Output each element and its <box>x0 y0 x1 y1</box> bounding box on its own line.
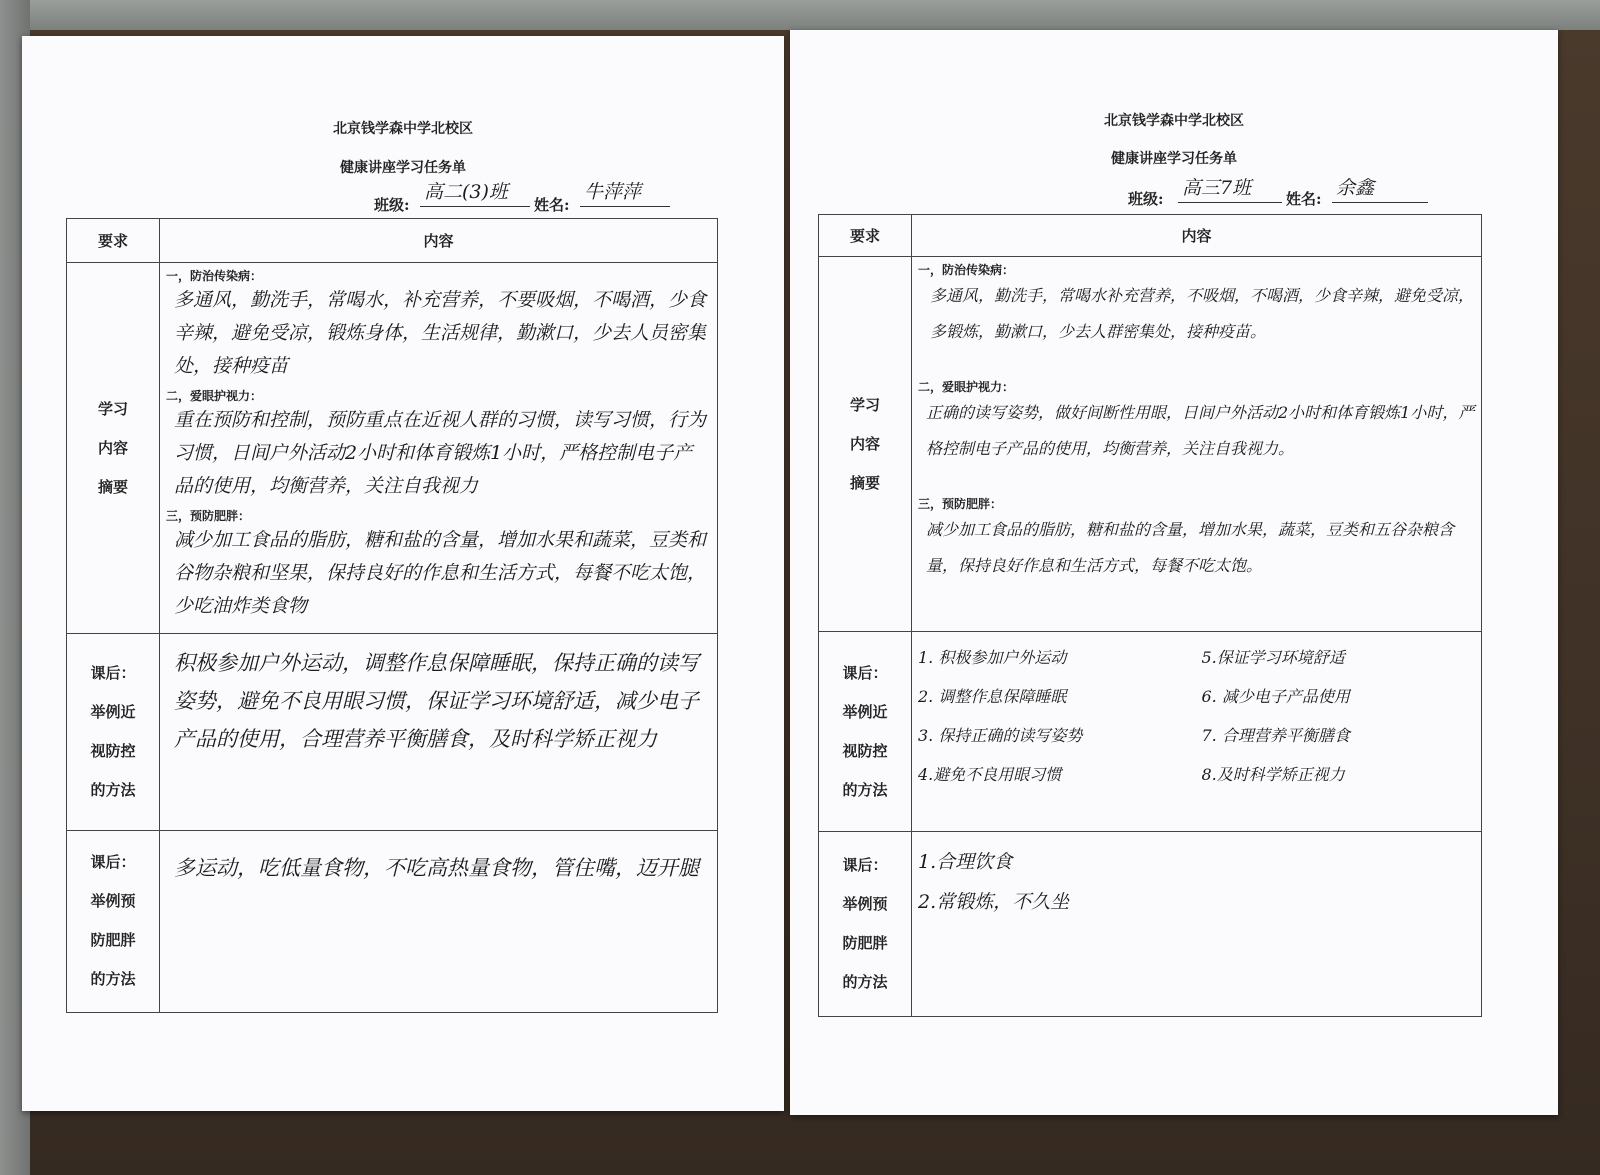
list-item: 4.避免不良用眼习惯 <box>918 765 1062 784</box>
class-field <box>420 182 530 207</box>
obesity-line: 1.合理饮食 <box>918 851 1013 873</box>
section-obesity-text: 减少加工食品的脂肪，糖和盐的含量，增加水果，蔬菜，豆类和五谷杂粮含量，保持良好作息和生活方式，每餐不吃太饱。 <box>926 520 1455 575</box>
section-eyes-text: 重在预防和控制，预防重点在近视人群的习惯，读写习惯，行为习惯，日间户外活动2小时和体育锻炼1小时，严格控制电子产品的使用，均衡营养，关注自我视力 <box>174 409 707 498</box>
header-content: 内容 <box>912 215 1482 257</box>
school-name: 北京钱学森中学北校区 <box>333 121 473 137</box>
myopia-text: 积极参加户外运动，调整作息保障睡眠，保持正确的读写姿势，避免不良用眼习惯，保证学习环境舒适，减少电子产品的使用，合理营养平衡膳食，及时科学矫正视力 <box>174 651 699 752</box>
list-item: 3. 保持正确的读写姿势 <box>918 726 1083 745</box>
obesity-text: 多运动，吃低量食物，不吃高热量食物，管住嘴，迈开腿 <box>174 855 699 880</box>
req-line: 视防控 <box>90 741 136 760</box>
section-infectious-head: 一，防治传染病： <box>918 263 1015 277</box>
req-line: 摘要 <box>97 477 128 496</box>
req-line: 防肥胖 <box>90 931 136 950</box>
section-eyes-text: 正确的读写姿势，做好间断性用眼，日间户外活动2小时和体育锻炼1小时，严格控制电子产品的使用，均衡营养，关注自我视力。 <box>926 403 1475 458</box>
section-infectious-head: 一，防治传染病： <box>166 269 263 284</box>
list-item: 5.保证学习环境舒适 <box>1201 648 1345 667</box>
req-line: 课后： <box>90 853 136 872</box>
row-obesity-label <box>67 830 160 1012</box>
list-item: 1. 积极参加户外运动 <box>918 648 1067 667</box>
wall-background <box>0 0 1600 30</box>
header-requirement: 要求 <box>819 215 912 257</box>
class-label: 班级: <box>1128 190 1164 208</box>
study-summary-content <box>160 263 718 634</box>
school-name: 北京钱学森中学北校区 <box>1104 113 1244 129</box>
req-line: 的方法 <box>842 973 888 991</box>
name-value: 余鑫 <box>1336 177 1375 199</box>
sheet-title: 健康讲座学习任务单 <box>340 160 466 176</box>
section-infectious-text: 多通风，勤洗手，常喝水补充营养，不吸烟，不喝酒，少食辛辣，避免受凉，多锻炼，勤漱口，少去人群密集处，接种疫苗。 <box>930 286 1475 341</box>
name-value: 牛萍萍 <box>584 181 642 203</box>
req-line: 学习 <box>849 395 880 414</box>
req-line: 学习 <box>97 399 128 418</box>
req-line: 内容 <box>97 438 128 457</box>
obesity-content <box>160 830 718 1012</box>
name-field <box>580 182 670 207</box>
class-value: 高二(3)班 <box>424 181 508 203</box>
task-table <box>818 214 1482 1017</box>
req-line: 课后： <box>842 663 888 682</box>
req-line: 摘要 <box>849 473 880 492</box>
study-summary-content <box>912 257 1482 632</box>
name-label: 姓名: <box>534 196 570 214</box>
row-study-summary-label <box>819 257 912 632</box>
class-value: 高三7班 <box>1182 177 1252 199</box>
task-table <box>66 218 718 1013</box>
myopia-content <box>160 634 718 830</box>
name-label: 姓名: <box>1286 190 1322 208</box>
list-item: 6. 减少电子产品使用 <box>1201 687 1350 706</box>
header-requirement: 要求 <box>67 219 160 263</box>
row-myopia-label <box>67 634 160 830</box>
obesity-line: 2.常锻炼，不久坐 <box>918 891 1070 913</box>
worksheet-right <box>790 30 1558 1115</box>
req-line: 防肥胖 <box>842 934 888 952</box>
list-item: 8.及时科学矫正视力 <box>1201 765 1345 784</box>
req-line: 举例近 <box>842 702 888 721</box>
req-line: 的方法 <box>90 970 136 989</box>
myopia-content <box>912 632 1482 832</box>
req-line: 举例预 <box>842 895 888 913</box>
section-obesity-text: 减少加工食品的脂肪，糖和盐的含量，增加水果和蔬菜，豆类和谷物杂粮和坚果，保持良好的作息和生活方式，每餐不吃太饱，少吃油炸类食物 <box>174 529 707 618</box>
header-content: 内容 <box>160 219 718 263</box>
list-item: 2. 调整作息保障睡眠 <box>918 687 1067 706</box>
worksheet-left <box>22 36 784 1111</box>
class-field <box>1178 178 1282 203</box>
req-line: 课后： <box>842 856 888 874</box>
myopia-list <box>912 632 1481 794</box>
req-line: 的方法 <box>842 780 888 799</box>
section-eyes-head: 二，爱眼护视力： <box>918 380 1015 394</box>
list-item: 7. 合理营养平衡膳食 <box>1201 726 1350 745</box>
row-myopia-label <box>819 632 912 832</box>
req-line: 举例近 <box>90 702 136 721</box>
req-line: 视防控 <box>842 741 888 760</box>
sheet-title: 健康讲座学习任务单 <box>1111 151 1237 167</box>
req-line: 课后： <box>90 663 136 682</box>
section-obesity-head: 三，预防肥胖： <box>166 509 251 524</box>
req-line: 举例预 <box>90 892 136 911</box>
section-obesity-head: 三，预防肥胖： <box>918 497 1003 511</box>
row-study-summary-label <box>67 263 160 634</box>
section-eyes-head: 二，爱眼护视力： <box>166 389 263 404</box>
class-label: 班级: <box>374 196 410 214</box>
row-obesity-label <box>819 832 912 1017</box>
req-line: 内容 <box>849 434 880 453</box>
req-line: 的方法 <box>90 780 136 799</box>
section-infectious-text: 多通风，勤洗手，常喝水，补充营养，不要吸烟，不喝酒，少食辛辣，避免受凉，锻炼身体，生活规律，勤漱口，少去人员密集处，接种疫苗 <box>174 289 707 378</box>
obesity-content <box>912 832 1482 1017</box>
name-field <box>1332 178 1428 203</box>
